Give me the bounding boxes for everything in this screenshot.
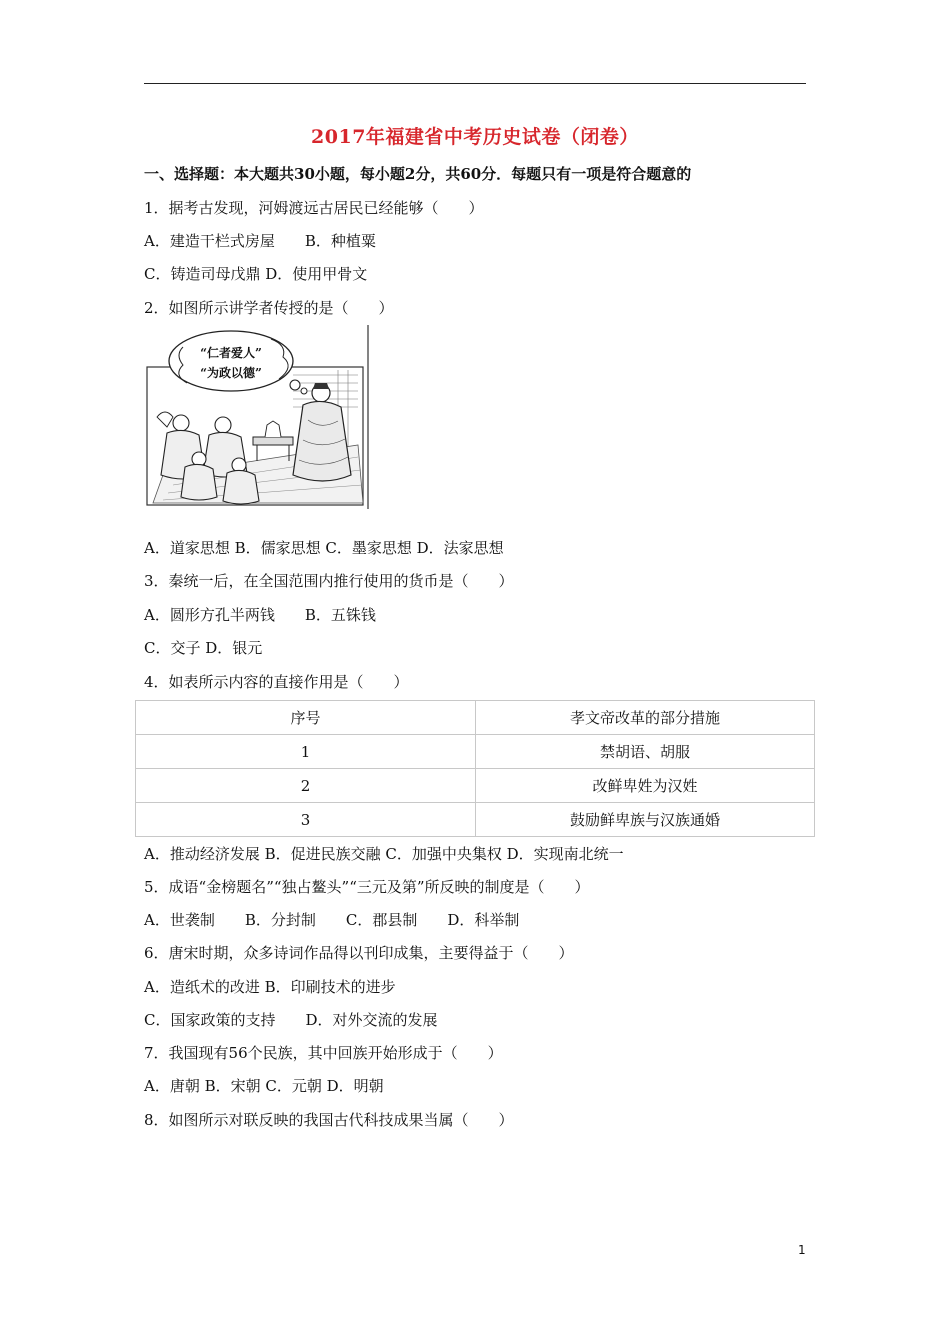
table-cell: 3 xyxy=(136,803,476,837)
header-rule xyxy=(144,83,806,84)
table-cell: 2 xyxy=(136,769,476,803)
question-7-options: A．唐朝 B．宋朝 C．元朝 D．明朝 xyxy=(144,1077,384,1095)
bubble-text-1: “仁者爱人” xyxy=(200,346,262,360)
table-cell: 改鲜卑姓为汉姓 xyxy=(476,769,815,803)
question-2-options: A．道家思想 B．儒家思想 C．墨家思想 D．法家思想 xyxy=(144,539,504,557)
table-cell: 鼓励鲜卑族与汉族通婚 xyxy=(476,803,815,837)
bubble-text-2: “为政以德” xyxy=(200,366,262,380)
question-1-options-b: C．铸造司母戊鼎 D．使用甲骨文 xyxy=(144,265,368,283)
table-header-cell: 序号 xyxy=(136,701,476,735)
confucius-lecture-illustration xyxy=(143,325,369,509)
question-5: 5．成语“金榜题名”“独占鳌头”“三元及第”所反映的制度是（ ） xyxy=(144,878,590,896)
page-number: 1 xyxy=(798,1243,806,1257)
question-4: 4．如表所示内容的直接作用是（ ） xyxy=(144,673,409,691)
section-heading: 一、选择题：本大题共30小题，每小题2分，共60分．每题只有一项是符合题意的 xyxy=(144,165,692,183)
question-7: 7．我国现有56个民族，其中回族开始形成于（ ） xyxy=(144,1044,503,1062)
table-row xyxy=(136,803,815,837)
table-header-row xyxy=(136,701,815,735)
question-8: 8．如图所示对联反映的我国古代科技成果当属（ ） xyxy=(144,1111,514,1129)
question-6-options-b: C．国家政策的支持 D．对外交流的发展 xyxy=(144,1011,438,1029)
reform-measures-table xyxy=(135,700,815,837)
table-cell: 1 xyxy=(136,735,476,769)
question-3-options-a: A．圆形方孔半两钱 B．五铢钱 xyxy=(144,606,376,624)
question-5-options: A．世袭制 B．分封制 C．郡县制 D．科举制 xyxy=(144,911,520,929)
question-6: 6．唐宋时期，众多诗词作品得以刊印成集，主要得益于（ ） xyxy=(144,944,574,962)
question-4-options: A．推动经济发展 B．促进民族交融 C．加强中央集权 D．实现南北统一 xyxy=(144,845,624,863)
question-2: 2．如图所示讲学者传授的是（ ） xyxy=(144,299,394,317)
question-1: 1．据考古发现，河姆渡远古居民已经能够（ ） xyxy=(144,199,484,217)
question-6-options-a: A．造纸术的改进 B．印刷技术的进步 xyxy=(144,978,396,996)
page-title: 2017年福建省中考历史试卷（闭卷） xyxy=(311,126,639,148)
question-1-options-a: A．建造干栏式房屋 B．种植粟 xyxy=(144,232,376,250)
table-cell: 禁胡语、胡服 xyxy=(476,735,815,769)
question-3-options-b: C．交子 D．银元 xyxy=(144,639,263,657)
question-3: 3．秦统一后，在全国范围内推行使用的货币是（ ） xyxy=(144,572,514,590)
table-row xyxy=(136,769,815,803)
table-header-cell: 孝文帝改革的部分措施 xyxy=(476,701,815,735)
table-row xyxy=(136,735,815,769)
